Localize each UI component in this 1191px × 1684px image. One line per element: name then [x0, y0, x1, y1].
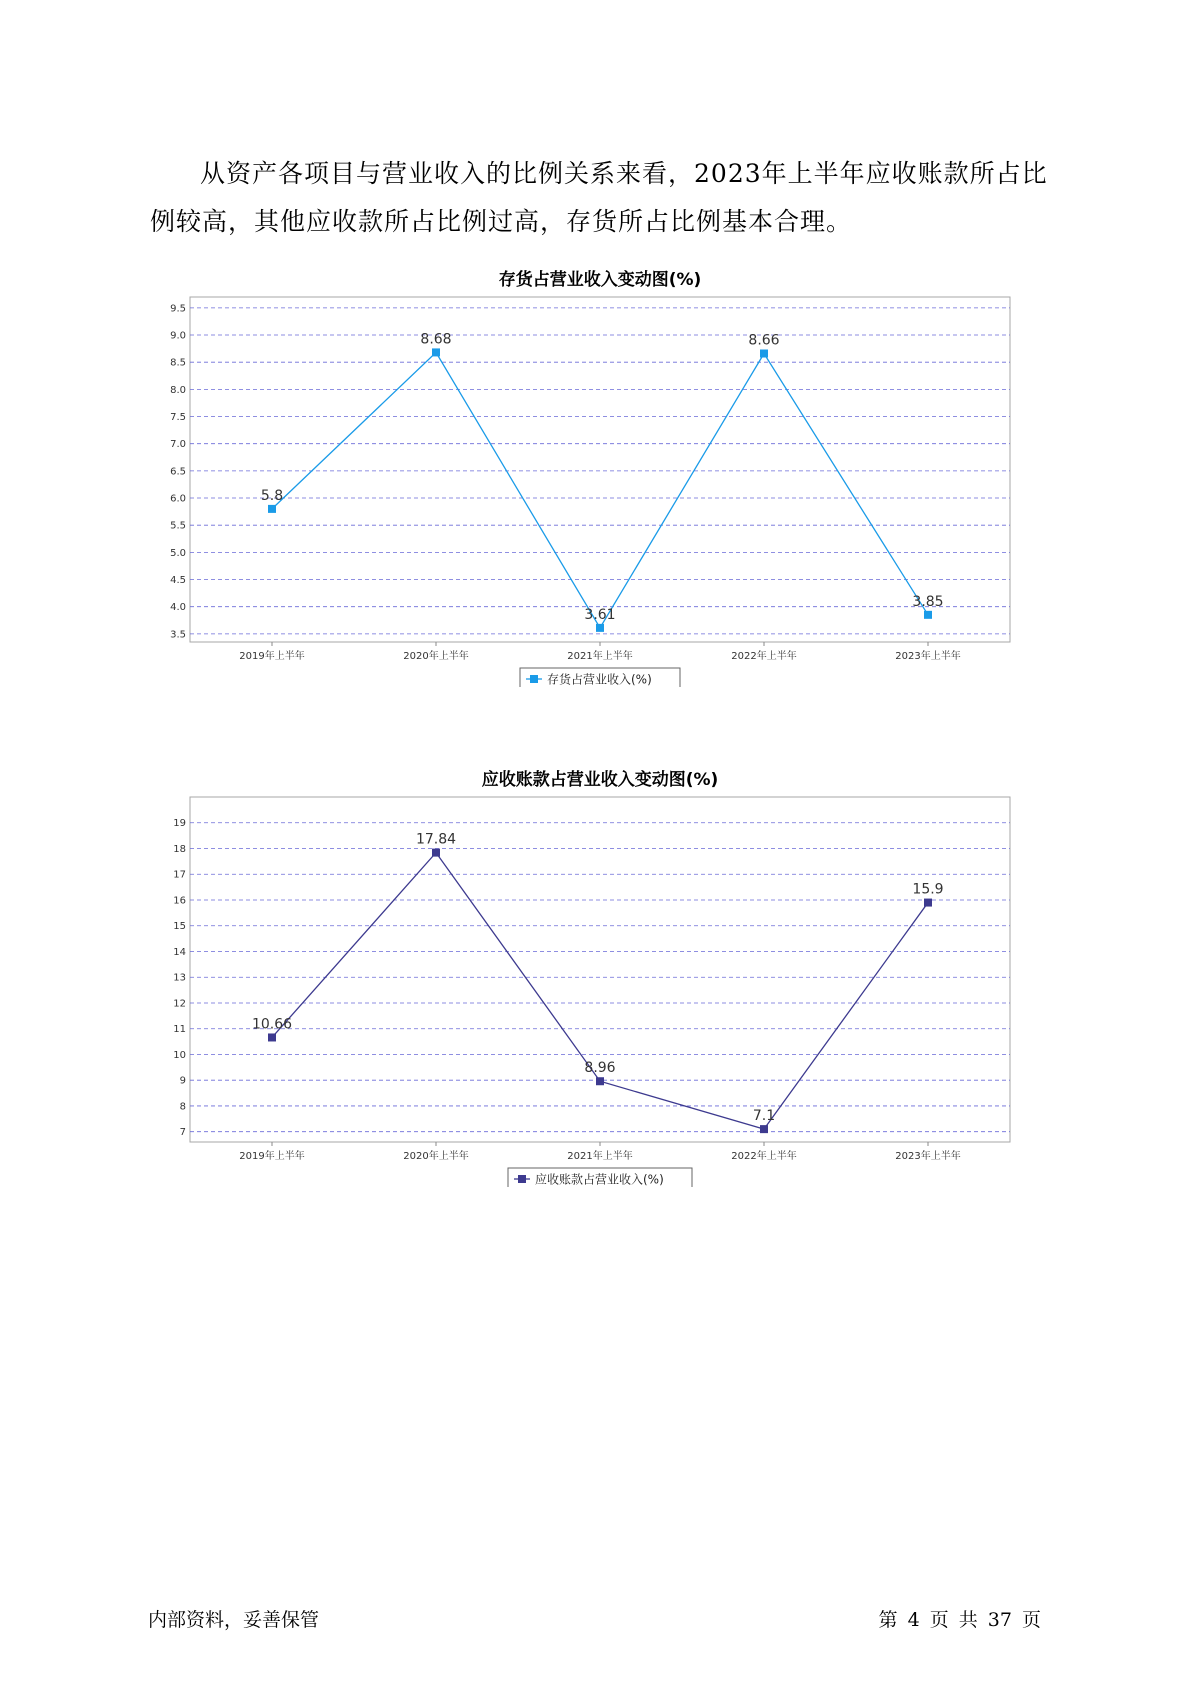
- data-label: 3.61: [584, 606, 616, 623]
- y-tick-label: 16: [173, 895, 186, 907]
- data-point: [268, 505, 276, 513]
- y-tick-label: 10: [173, 1049, 186, 1061]
- inventory-chart: [170, 265, 1030, 685]
- y-tick-label: 8.5: [170, 357, 186, 369]
- chart-title: 应收账款占营业收入变动图(%): [481, 770, 719, 790]
- y-tick-label: 14: [173, 946, 186, 958]
- y-tick-label: 3.5: [170, 629, 186, 641]
- data-point: [924, 899, 932, 907]
- y-tick-label: 7.5: [170, 412, 186, 424]
- y-tick-label: 8: [179, 1101, 186, 1113]
- y-tick-label: 6.0: [170, 493, 186, 505]
- x-tick-label: 2021年上半年: [567, 651, 633, 662]
- y-tick-label: 4.0: [170, 602, 186, 614]
- data-label: 8.68: [420, 331, 452, 348]
- data-label: 7.1: [752, 1108, 776, 1125]
- y-tick-label: 5.0: [170, 547, 186, 559]
- y-tick-label: 11: [173, 1024, 186, 1036]
- data-point: [596, 624, 604, 632]
- x-tick-label: 2022年上半年: [731, 651, 797, 662]
- x-tick-label: 2019年上半年: [239, 651, 305, 662]
- y-tick-label: 15: [173, 921, 186, 933]
- y-tick-label: 9.5: [170, 303, 186, 315]
- data-point: [432, 849, 440, 857]
- footer-page-number: 第 4 页 共 37 页: [878, 1609, 1041, 1631]
- x-tick-label: 2022年上半年: [731, 1151, 797, 1162]
- inventory-chart-svg: [170, 287, 1030, 687]
- data-point: [432, 348, 440, 356]
- y-tick-label: 19: [173, 818, 186, 830]
- data-label: 5.8: [260, 487, 284, 504]
- data-point: [760, 1125, 768, 1133]
- x-tick-label: 2020年上半年: [403, 1151, 469, 1162]
- footer-confidential-note: 内部资料，妥善保管: [148, 1609, 320, 1631]
- data-point: [760, 350, 768, 358]
- chart-title: 存货占营业收入变动图(%): [498, 270, 702, 290]
- data-label: 10.66: [251, 1016, 293, 1033]
- legend-label: 应收账款占营业收入(%): [535, 1172, 664, 1187]
- receivables-chart: [170, 765, 1030, 1185]
- x-tick-label: 2023年上半年: [895, 651, 961, 662]
- body-paragraph: 从资产各项目与营业收入的比例关系来看，2023年上半年应收账款所占比例较高，其他应收款所占比例过高，存货所占比例基本合理。: [150, 159, 1048, 236]
- data-label: 8.66: [748, 332, 780, 349]
- legend-label: 存货占营业收入(%): [547, 672, 652, 687]
- x-tick-label: 2021年上半年: [567, 1151, 633, 1162]
- data-label: 8.96: [584, 1060, 616, 1077]
- y-tick-label: 8.0: [170, 384, 186, 396]
- data-label: 3.85: [912, 593, 944, 610]
- y-tick-label: 4.5: [170, 575, 186, 587]
- receivables-chart-svg: [170, 787, 1030, 1187]
- data-label: 15.9: [912, 881, 944, 898]
- y-tick-label: 5.5: [170, 520, 186, 532]
- y-tick-label: 13: [173, 972, 186, 984]
- y-tick-label: 18: [173, 843, 186, 855]
- x-tick-label: 2019年上半年: [239, 1151, 305, 1162]
- y-tick-label: 12: [173, 998, 186, 1010]
- legend-marker: [530, 675, 538, 683]
- y-tick-label: 7.0: [170, 439, 186, 451]
- data-point: [268, 1033, 276, 1041]
- data-point: [596, 1077, 604, 1085]
- y-tick-label: 6.5: [170, 466, 186, 478]
- x-tick-label: 2020年上半年: [403, 651, 469, 662]
- data-label: 17.84: [415, 831, 457, 848]
- y-tick-label: 9.0: [170, 330, 186, 342]
- y-tick-label: 7: [179, 1127, 186, 1139]
- y-tick-label: 17: [173, 869, 186, 881]
- legend-marker: [518, 1175, 526, 1183]
- y-tick-label: 9: [179, 1075, 186, 1087]
- x-tick-label: 2023年上半年: [895, 1151, 961, 1162]
- data-point: [924, 611, 932, 619]
